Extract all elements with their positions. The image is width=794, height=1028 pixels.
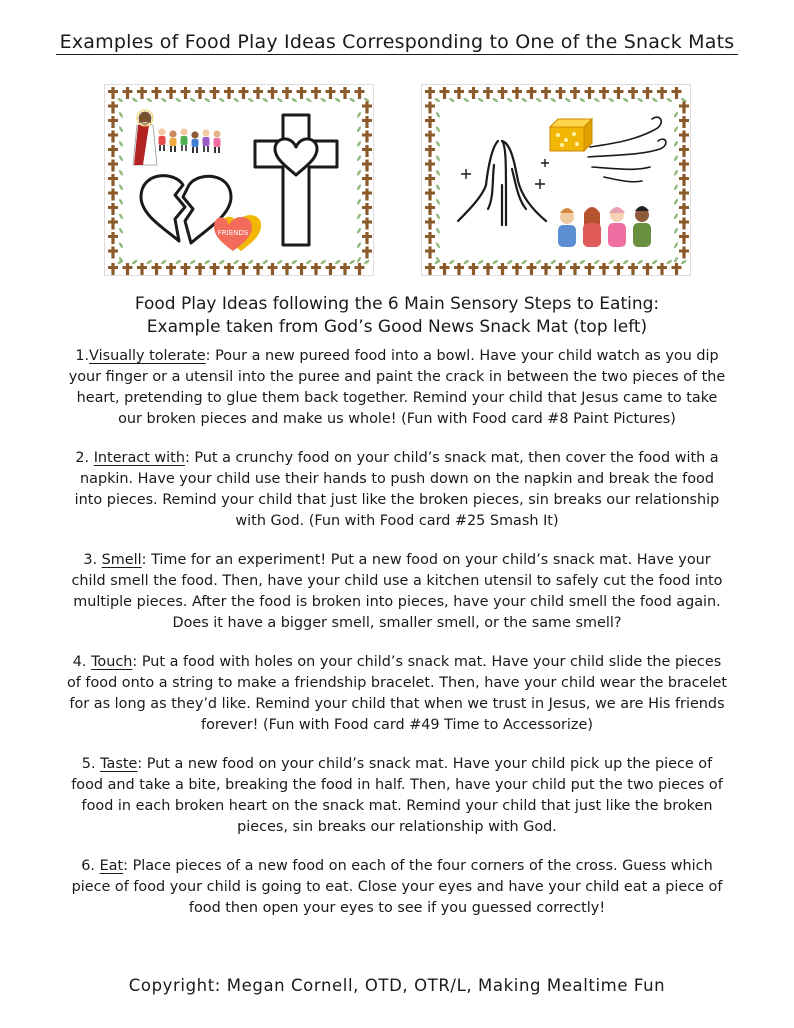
step-text: : Put a new food on your child’s snack mat. Have your child pick up the piece of food and take a bite, breaking the food in half. Then, have your child put the two pieces of food in each broken heart on the snack mat. Remind your child that just like the broken pieces, sin breaks our relationship with God. xyxy=(71,756,723,835)
step-label: Smell xyxy=(101,552,142,568)
step-text: : Put a food with holes on your child’s snack mat. Have your child slide the pieces of food onto a string to make a friendship bracelet. Then, have your child wear the bracelet for as long as they’d like. Remind your child that when we trust in Jesus, we are His friends forever! (Fun with Food card #49 Time to Accessorize) xyxy=(66,654,728,733)
page-title-text: Examples of Food Play Ideas Corresponding to One of the Snack Mats xyxy=(56,31,739,55)
step-number: 2. xyxy=(75,450,94,466)
step-smell xyxy=(64,550,730,634)
friends-heart-icon xyxy=(214,215,261,251)
step-label: Taste xyxy=(100,756,138,772)
step-visually-tolerate xyxy=(64,346,730,430)
wooden-cross-border xyxy=(425,87,689,275)
subtitle-line-1: Food Play Ideas following the 6 Main Sensory Steps to Eating: xyxy=(134,294,660,314)
step-taste xyxy=(64,754,730,838)
section-subtitle xyxy=(0,293,794,339)
step-interact-with xyxy=(64,448,730,532)
step-text: : Pour a new pureed food into a bowl. Have your child watch as you dip your finger or a utensil into the puree and paint the crack in between the two pieces of the heart, pretending to glue them back together. Remind your child that Jesus came to take our broken pieces and make us whole! (Fun with Food card #8 Paint Pictures) xyxy=(68,348,726,427)
step-label: Touch xyxy=(91,654,133,670)
friends-badge-text: FRIENDS xyxy=(217,229,249,237)
step-touch xyxy=(64,652,730,736)
jesus-figure-icon xyxy=(133,110,157,165)
step-number: 6. xyxy=(81,858,100,874)
copyright-footer: Copyright: Megan Cornell, OTD, OTR/L, Making Mealtime Fun xyxy=(128,976,666,995)
step-label: Visually tolerate xyxy=(89,348,206,364)
snack-mat-good-news xyxy=(104,84,374,276)
page-title xyxy=(0,30,794,54)
golden-offering-icon xyxy=(550,119,592,151)
step-number: 5. xyxy=(81,756,101,772)
step-number: 3. xyxy=(83,552,102,568)
wind-icon xyxy=(588,117,666,182)
step-text: : Place pieces of a new food on each of the four corners of the cross. Guess which piece of food your child is going to eat. Close your eyes and have your child eat a piece of food then open your eyes to see if you guessed correctly! xyxy=(71,858,723,916)
snack-mat-prayer-illustration xyxy=(422,85,692,277)
subtitle-line-2: Example taken from God’s Good News Snack Mat (top left) xyxy=(146,317,648,337)
praying-hands-icon xyxy=(458,141,546,225)
sensory-steps-list xyxy=(64,346,730,937)
step-text: : Time for an experiment! Put a new food on your child’s snack mat. Have your child smell the food. Then, have your child use a kitchen utensil to safely cut the food into multiple pieces. After the food is broken into pieces, have your child smell the food again. Does it have a bigger smell, smaller smell, or the same smell? xyxy=(71,552,723,631)
children-group-icon xyxy=(158,128,220,153)
snack-mat-prayer xyxy=(421,84,691,276)
praying-people-icon xyxy=(558,206,651,247)
step-number: 1. xyxy=(75,348,90,364)
step-text: : Put a crunchy food on your child’s snack mat, then cover the food with a napkin. Have your child use their hands to push down on the napkin and break the food into pieces. Remind your child that just like the broken pieces, sin breaks our relationship with God. (Fun with Food card #25 Smash It) xyxy=(74,450,720,529)
step-label: Eat xyxy=(99,858,124,874)
step-eat xyxy=(64,856,730,919)
step-number: 4. xyxy=(72,654,92,670)
snack-mat-good-news-illustration xyxy=(105,85,375,277)
cross-with-heart-icon xyxy=(255,115,337,245)
step-label: Interact with xyxy=(93,450,185,466)
